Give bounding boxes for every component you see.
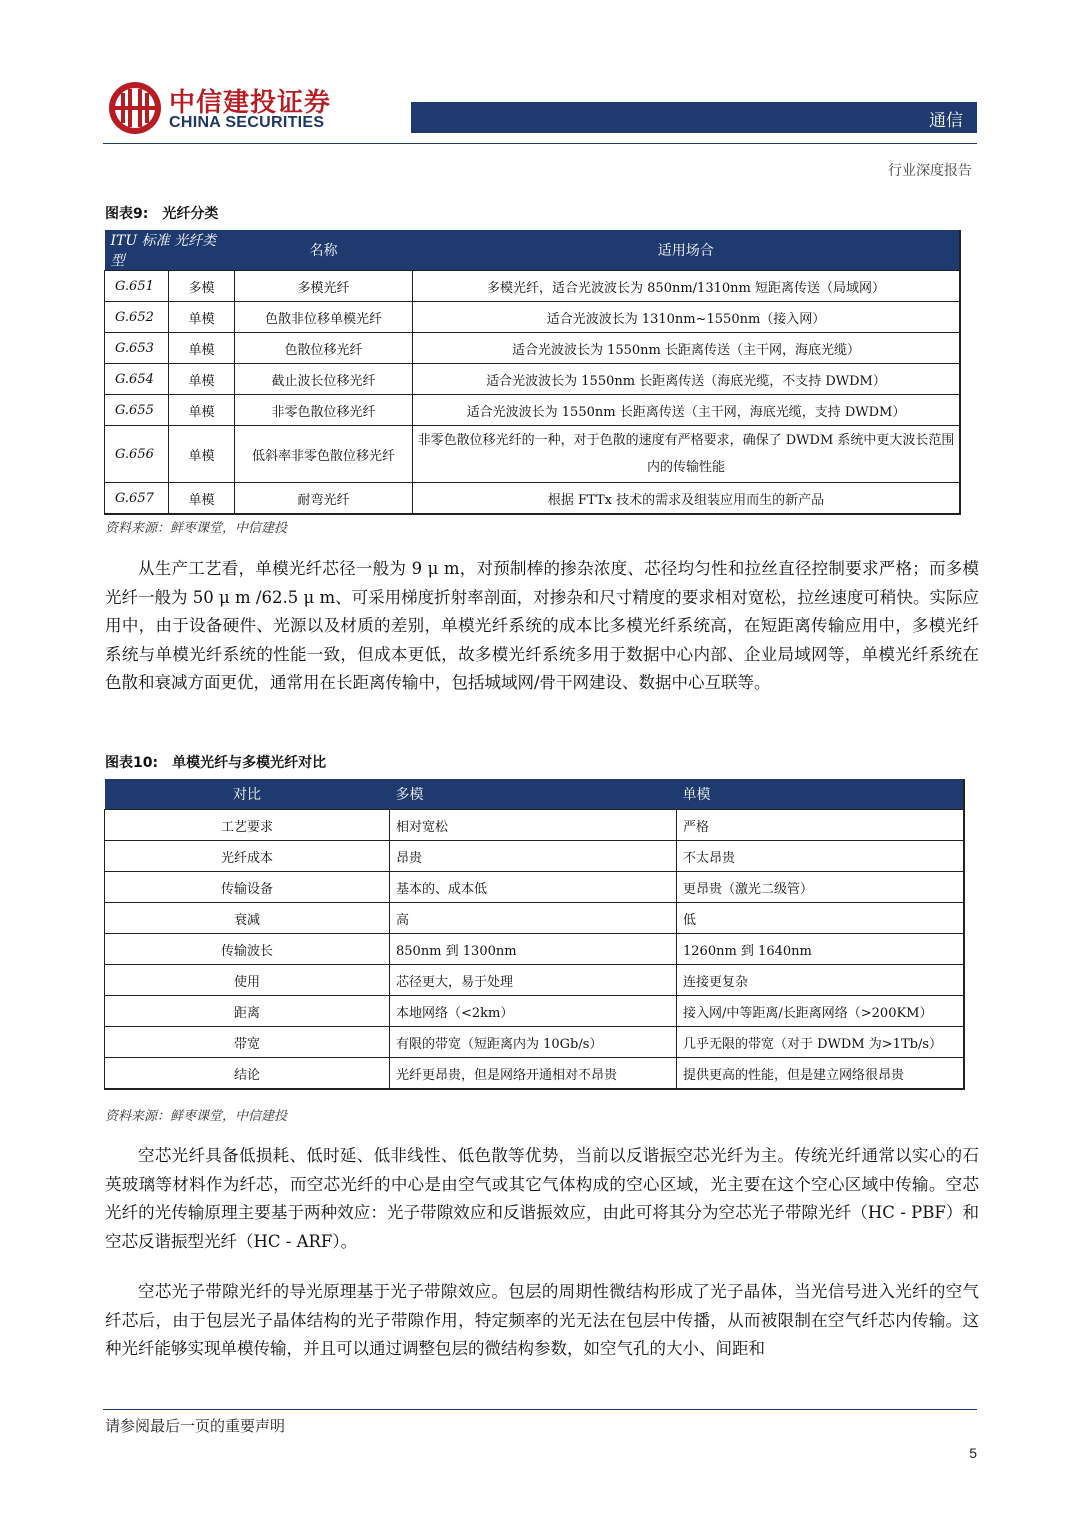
name-cell: 多模光纤 <box>235 271 413 302</box>
itu-cell: G.657 <box>105 483 169 515</box>
multimode-cell: 相对宽松 <box>390 810 677 841</box>
compare-item-cell: 距离 <box>105 996 390 1027</box>
table-row <box>105 364 961 395</box>
table-header-row <box>105 230 961 271</box>
itu-cell: G.652 <box>105 302 169 333</box>
table-row <box>105 934 965 965</box>
table-row <box>105 810 965 841</box>
use-cell: 根据 FTTx 技术的需求及组装应用而生的新产品 <box>413 483 960 515</box>
table-row <box>105 841 965 872</box>
mode-cell: 单模 <box>169 395 235 426</box>
multimode-cell: 基本的、成本低 <box>390 872 677 903</box>
singlemode-cell: 低 <box>677 903 965 934</box>
column-header-name: 名称 <box>235 230 413 271</box>
table-row <box>105 872 965 903</box>
compare-item-cell: 光纤成本 <box>105 841 390 872</box>
singlemode-cell: 几乎无限的带宽（对于 DWDM 为>1Tb/s） <box>677 1027 965 1058</box>
column-header-use: 适用场合 <box>413 230 960 271</box>
compare-item-cell: 传输波长 <box>105 934 390 965</box>
mode-cell: 多模 <box>169 271 235 302</box>
figure9-title: 图表9: 光纤分类 <box>105 206 219 222</box>
paragraph-process: 从生产工艺看，单模光纤芯径一般为 9 μ m，对预制棒的掺杂浓度、芯径均匀性和拉丝直径控制要求严格；而多模光纤一般为 50 μ m /62.5 μ m、可采用梯度折射率剖面，对掺杂和尺寸精度的要求相对宽松，拉丝速度可稍快。实际应用中，由于设备硬件、光源以及材质的差别，单模光纤系统的成本比多模光纤系统高，在短距离传输应用中，多模光纤系统与单模光纤系统的性能一致，但成本更低，故多模光纤系统多用于数据中心内部、企业局域网等，单模光纤系统在色散和衰减方面更优，通常用在长距离传输中，包括城域网/骨干网建设、数据中心互联等。 <box>105 559 979 693</box>
china-securities-logo-icon <box>107 80 163 136</box>
header-bar <box>411 102 977 133</box>
figure10-title: 图表10: 单模光纤与多模光纤对比 <box>105 755 327 771</box>
use-cell: 非零色散位移光纤的一种，对于色散的速度有严格要求，确保了 DWDM 系统中更大波长范围内的传输性能 <box>413 426 960 483</box>
table-row <box>105 483 961 515</box>
report-type: 行业深度报告 <box>888 163 972 179</box>
use-cell: 多模光纤，适合光波波长为 850nm/1310nm 短距离传送（局域网） <box>413 271 960 302</box>
compare-item-cell: 工艺要求 <box>105 810 390 841</box>
compare-item-cell: 结论 <box>105 1058 390 1090</box>
multimode-cell: 昂贵 <box>390 841 677 872</box>
header-divider <box>103 143 977 144</box>
itu-cell: G.651 <box>105 271 169 302</box>
compare-item-cell: 衰减 <box>105 903 390 934</box>
name-cell: 截止波长位移光纤 <box>235 364 413 395</box>
table-header-row <box>105 779 965 810</box>
fiber-classification-table <box>104 230 961 515</box>
table-row <box>105 903 965 934</box>
use-cell: 适合光波波长为 1550nm 长距离传送（主干网，海底光缆） <box>413 333 960 364</box>
figure10-source: 资料来源：鲜枣课堂，中信建投 <box>105 1109 288 1124</box>
table-row <box>105 302 961 333</box>
use-cell: 适合光波波长为 1310nm~1550nm（接入网） <box>413 302 960 333</box>
singlemode-cell: 连接更复杂 <box>677 965 965 996</box>
company-name-en: CHINA SECURITIES <box>169 114 325 131</box>
figure9-source: 资料来源：鲜枣课堂，中信建投 <box>105 521 288 536</box>
compare-item-cell: 使用 <box>105 965 390 996</box>
table-row <box>105 965 965 996</box>
table-row <box>105 996 965 1027</box>
use-cell: 适合光波波长为 1550nm 长距离传送（海底光缆，不支持 DWDM） <box>413 364 960 395</box>
multimode-cell: 芯径更大，易于处理 <box>390 965 677 996</box>
singlemode-cell: 不太昂贵 <box>677 841 965 872</box>
footer-divider <box>103 1409 977 1410</box>
singlemode-cell: 更昂贵（激光二级管） <box>677 872 965 903</box>
mode-cell: 单模 <box>169 302 235 333</box>
column-header-multimode: 多模 <box>390 779 677 810</box>
singlemode-cell: 1260nm 到 1640nm <box>677 934 965 965</box>
compare-item-cell: 带宽 <box>105 1027 390 1058</box>
itu-cell: G.654 <box>105 364 169 395</box>
name-cell: 耐弯光纤 <box>235 483 413 515</box>
name-cell: 色散非位移单模光纤 <box>235 302 413 333</box>
company-name-cn: 中信建投证券 <box>169 88 332 118</box>
column-header-singlemode: 单模 <box>677 779 965 810</box>
mode-cell: 单模 <box>169 333 235 364</box>
multimode-cell: 本地网络（<2km） <box>390 996 677 1027</box>
singlemode-cell: 接入网/中等距离/长距离网络（>200KM） <box>677 996 965 1027</box>
footer-disclaimer-note: 请参阅最后一页的重要声明 <box>105 1417 286 1435</box>
name-cell: 色散位移光纤 <box>235 333 413 364</box>
column-header-itu: ITU 标准 光纤类型 <box>105 230 235 271</box>
mode-cell: 单模 <box>169 426 235 483</box>
paragraph-photonic-bandgap: 空芯光子带隙光纤的导光原理基于光子带隙效应。包层的周期性微结构形成了光子晶体，当光信号进入光纤的空气纤芯后，由于包层光子晶体结构的光子带隙作用，特定频率的光无法在包层中传播，从而被限制在空气纤芯内传输。这种光纤能够实现单模传输，并且可以通过调整包层的微结构参数，如空气孔的大小、间距和 <box>105 1282 979 1359</box>
table-row <box>105 271 961 302</box>
page-number: 5 <box>969 1445 977 1461</box>
multimode-cell: 850nm 到 1300nm <box>390 934 677 965</box>
multimode-cell: 光纤更昂贵，但是网络开通相对不昂贵 <box>390 1058 677 1090</box>
itu-cell: G.656 <box>105 426 169 483</box>
section-label: 通信 <box>929 111 963 131</box>
paragraph-hollow-core: 空芯光纤具备低损耗、低时延、低非线性、低色散等优势，当前以反谐振空芯光纤为主。传统光纤通常以实心的石英玻璃等材料作为纤芯，而空芯光纤的中心是由空气或其它气体构成的空心区域，光主要在这个空心区域中传输。空芯光纤的光传输原理主要基于两种效应：光子带隙效应和反谐振效应，由此可将其分为空芯光子带隙光纤（HC - PBF）和空芯反谐振型光纤（HC - ARF）。 <box>105 1146 979 1251</box>
column-header-compare: 对比 <box>105 779 390 810</box>
table-row <box>105 1027 965 1058</box>
table-row <box>105 1058 965 1090</box>
name-cell: 低斜率非零色散位移光纤 <box>235 426 413 483</box>
multimode-cell: 高 <box>390 903 677 934</box>
multimode-cell: 有限的带宽（短距离内为 10Gb/s） <box>390 1027 677 1058</box>
name-cell: 非零色散位移光纤 <box>235 395 413 426</box>
use-cell: 适合光波波长为 1550nm 长距离传送（主干网，海底光缆，支持 DWDM） <box>413 395 960 426</box>
itu-cell: G.655 <box>105 395 169 426</box>
singlemode-cell: 提供更高的性能，但是建立网络很昂贵 <box>677 1058 965 1090</box>
table-row <box>105 426 961 483</box>
mode-cell: 单模 <box>169 364 235 395</box>
table-row <box>105 333 961 364</box>
single-vs-multi-mode-table <box>104 779 965 1090</box>
mode-cell: 单模 <box>169 483 235 515</box>
itu-cell: G.653 <box>105 333 169 364</box>
compare-item-cell: 传输设备 <box>105 872 390 903</box>
table-row <box>105 395 961 426</box>
singlemode-cell: 严格 <box>677 810 965 841</box>
